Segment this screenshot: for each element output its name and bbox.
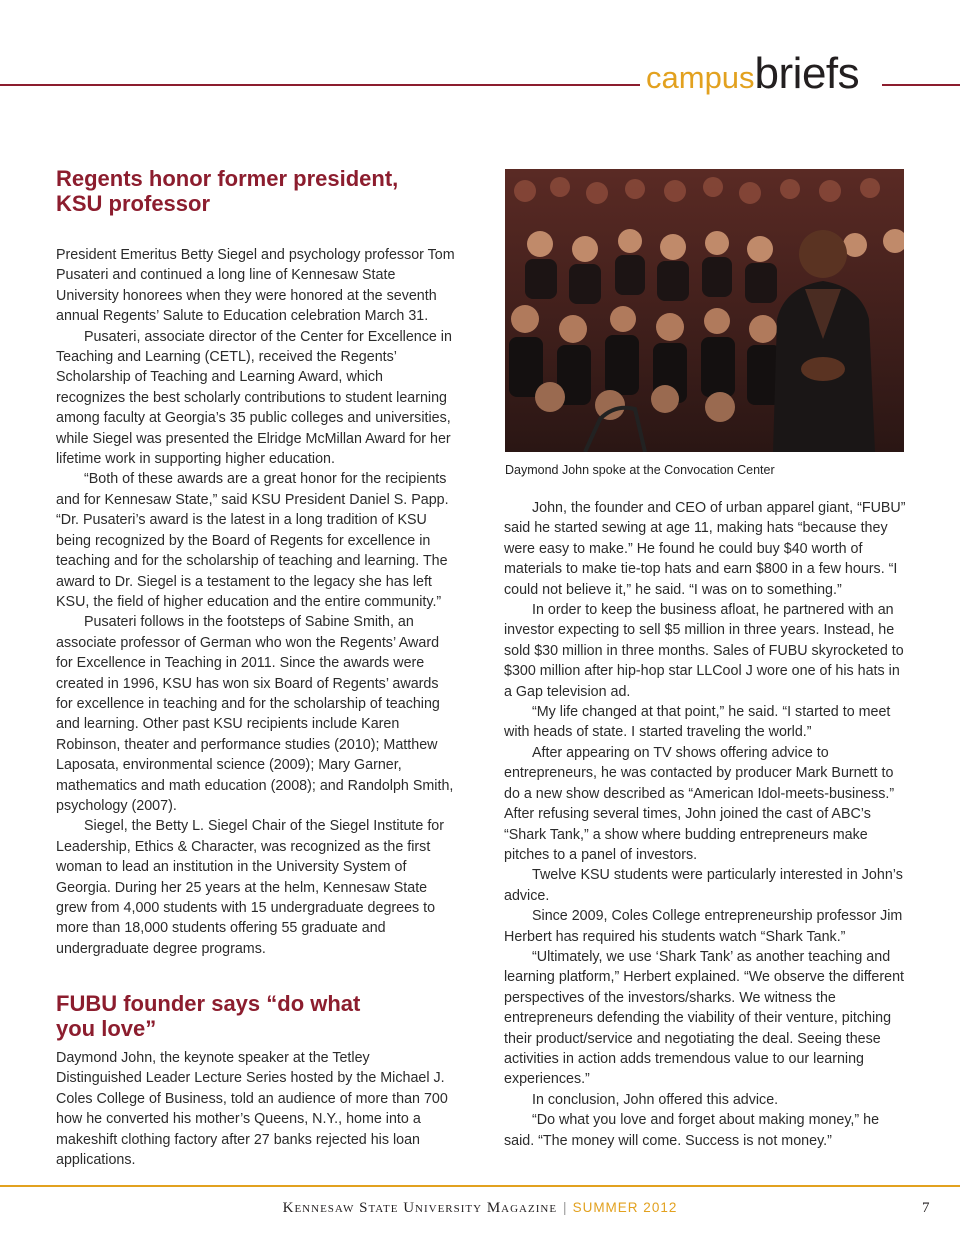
- footer-issue: SUMMER 2012: [572, 1200, 678, 1215]
- story1-paragraph: Pusateri follows in the footsteps of Sabine Smith, an associate professor of German who won the Regents’ Award for Excellence in Teaching in 2011. Since the awards were created in 1996, KSU has won six Board of Regents’ awards for excellence in teaching and for the scholarship of teaching and learning. Other past KSU recipients include Karen Robinson, theater and performance studies (2010); Matthew Laposata, environmental science (2009); Mary Garner, mathematics and math education (2008); and Randolph Smith, psychology (2007).: [56, 614, 454, 814]
- footer: [0, 1200, 960, 1217]
- story1-paragraph: “Both of these awards are a great honor for the recipients and for Kennesaw State,” said KSU President Daniel S. Papp. “Dr. Pusateri’s award is the latest in a long tradition of KSU being recognized by the Board of Regents for excellence in teaching and for the scholarship of teaching and learning. The award to Dr. Siegel is a testament to the legacy she has left KSU, the field of higher education and the entire community.”: [56, 471, 449, 610]
- story2-headline: [56, 991, 456, 1041]
- story1-paragraph: Siegel, the Betty L. Siegel Chair of the Siegel Institute for Leadership, Ethics & Character, was recognized as the first woman to lead an institution in the University System of Georgia. During her 25 years at the helm, Kennesaw State grew from 4,000 students with 15 undergraduate degrees to more than 18,000 students offering 55 graduate and undergraduate degree programs.: [56, 818, 445, 957]
- story2-paragraph: “Ultimately, we use ‘Shark Tank’ as another teaching and learning platform,” Herbert explained. “We observe the different perspectives of the investors/sharks. We witness the entrepreneurs defending the viability of their venture, pitching their product/service and negotiating the deal. Seeing these activities in action adds tremendous value to our learning experiences.”: [504, 948, 904, 1088]
- story1-headline: [56, 166, 456, 216]
- story2-paragraph: In conclusion, John offered this advice.: [532, 1091, 779, 1108]
- photo-caption: Daymond John spoke at the Convocation Center: [505, 463, 775, 477]
- page-number: 7: [922, 1200, 930, 1216]
- footer-magazine-title: Kennesaw State University Magazine: [282, 1200, 558, 1216]
- header-rule-right: [882, 84, 960, 86]
- story1-headline-line2: KSU professor: [56, 191, 211, 216]
- story2-paragraph: In order to keep the business afloat, he partnered with an investor expecting to sell $5 million in three years. Instead, he sold $30 million in three months. Sales of FUBU skyrocketed to $300 million after hip-hop star LLCool J wore one of his hats in a Gap television ad.: [504, 602, 904, 700]
- story2-column: [504, 498, 906, 1151]
- section-label-light: campus: [646, 60, 755, 95]
- story2-intro: Daymond John, the keynote speaker at the Tetley Distinguished Leader Lecture Series hosted by the Michael J. Coles College of Business, told an audience of more than 700 how he converted his mother’s Queens, N.Y., home into a makeshift clothing factory after 27 banks rejected his loan applications.: [56, 1050, 448, 1169]
- story2-paragraph: “My life changed at that point,” he said. “I started to meet with heads of state. I started traveling the world.”: [504, 704, 891, 741]
- footer-rule: [0, 1185, 960, 1187]
- event-photo-illustration: [505, 169, 904, 452]
- story2-paragraph: Twelve KSU students were particularly interested in John’s advice.: [504, 867, 903, 904]
- story2-paragraph: Since 2009, Coles College entrepreneurship professor Jim Herbert has required his students watch “Shark Tank.”: [504, 908, 903, 945]
- story1-headline-line1: Regents honor former president,: [56, 166, 399, 191]
- footer-separator: |: [563, 1200, 567, 1215]
- story2-paragraph: After appearing on TV shows offering advice to entrepreneurs, he was contacted by producer Mark Burnett to do a new show described as “American Idol-meets-business.” After refusing several times, John joined the cast of ABC’s “Shark Tank,” a show where budding entrepreneurs make pitches to a panel of investors.: [504, 744, 895, 863]
- event-photo: [505, 169, 904, 452]
- section-label: [646, 49, 860, 98]
- story1-paragraph: Pusateri, associate director of the Center for Excellence in Teaching and Learning (CETL), received the Regents’ Scholarship of Teaching and Learning Award, which recognizes the best scholarly contributions to student learning among faculty at Georgia’s 35 public colleges and universities, while Siegel was presented the Elridge McMillan Award for her lifetime work in supporting higher education.: [56, 328, 452, 468]
- story1-column: [56, 166, 456, 959]
- story1-paragraph: President Emeritus Betty Siegel and psychology professor Tom Pusateri and continued a long line of Kennesaw State University honorees when they were honored at the seventh annual Regents’ Salute to Education celebration March 31.: [56, 247, 455, 325]
- story2-headline-line1: FUBU founder says “do what: [56, 991, 361, 1016]
- header-rule-left: [0, 84, 640, 86]
- story2-intro-block: [56, 1048, 456, 1170]
- story2-paragraph: “Do what you love and forget about making money,” he said. “The money will come. Success is not money.”: [504, 1112, 880, 1149]
- story2-headline-line2: you love”: [56, 1016, 157, 1041]
- story2-paragraph: John, the founder and CEO of urban apparel giant, “FUBU” said he started sewing at age 11, making hats “because they were easy to make.” He found he could buy $40 worth of materials to make tie-top hats and earn $800 in a few hours. “I could not believe it,” he said. “I was on to something.”: [504, 500, 906, 598]
- section-label-bold: briefs: [754, 49, 860, 98]
